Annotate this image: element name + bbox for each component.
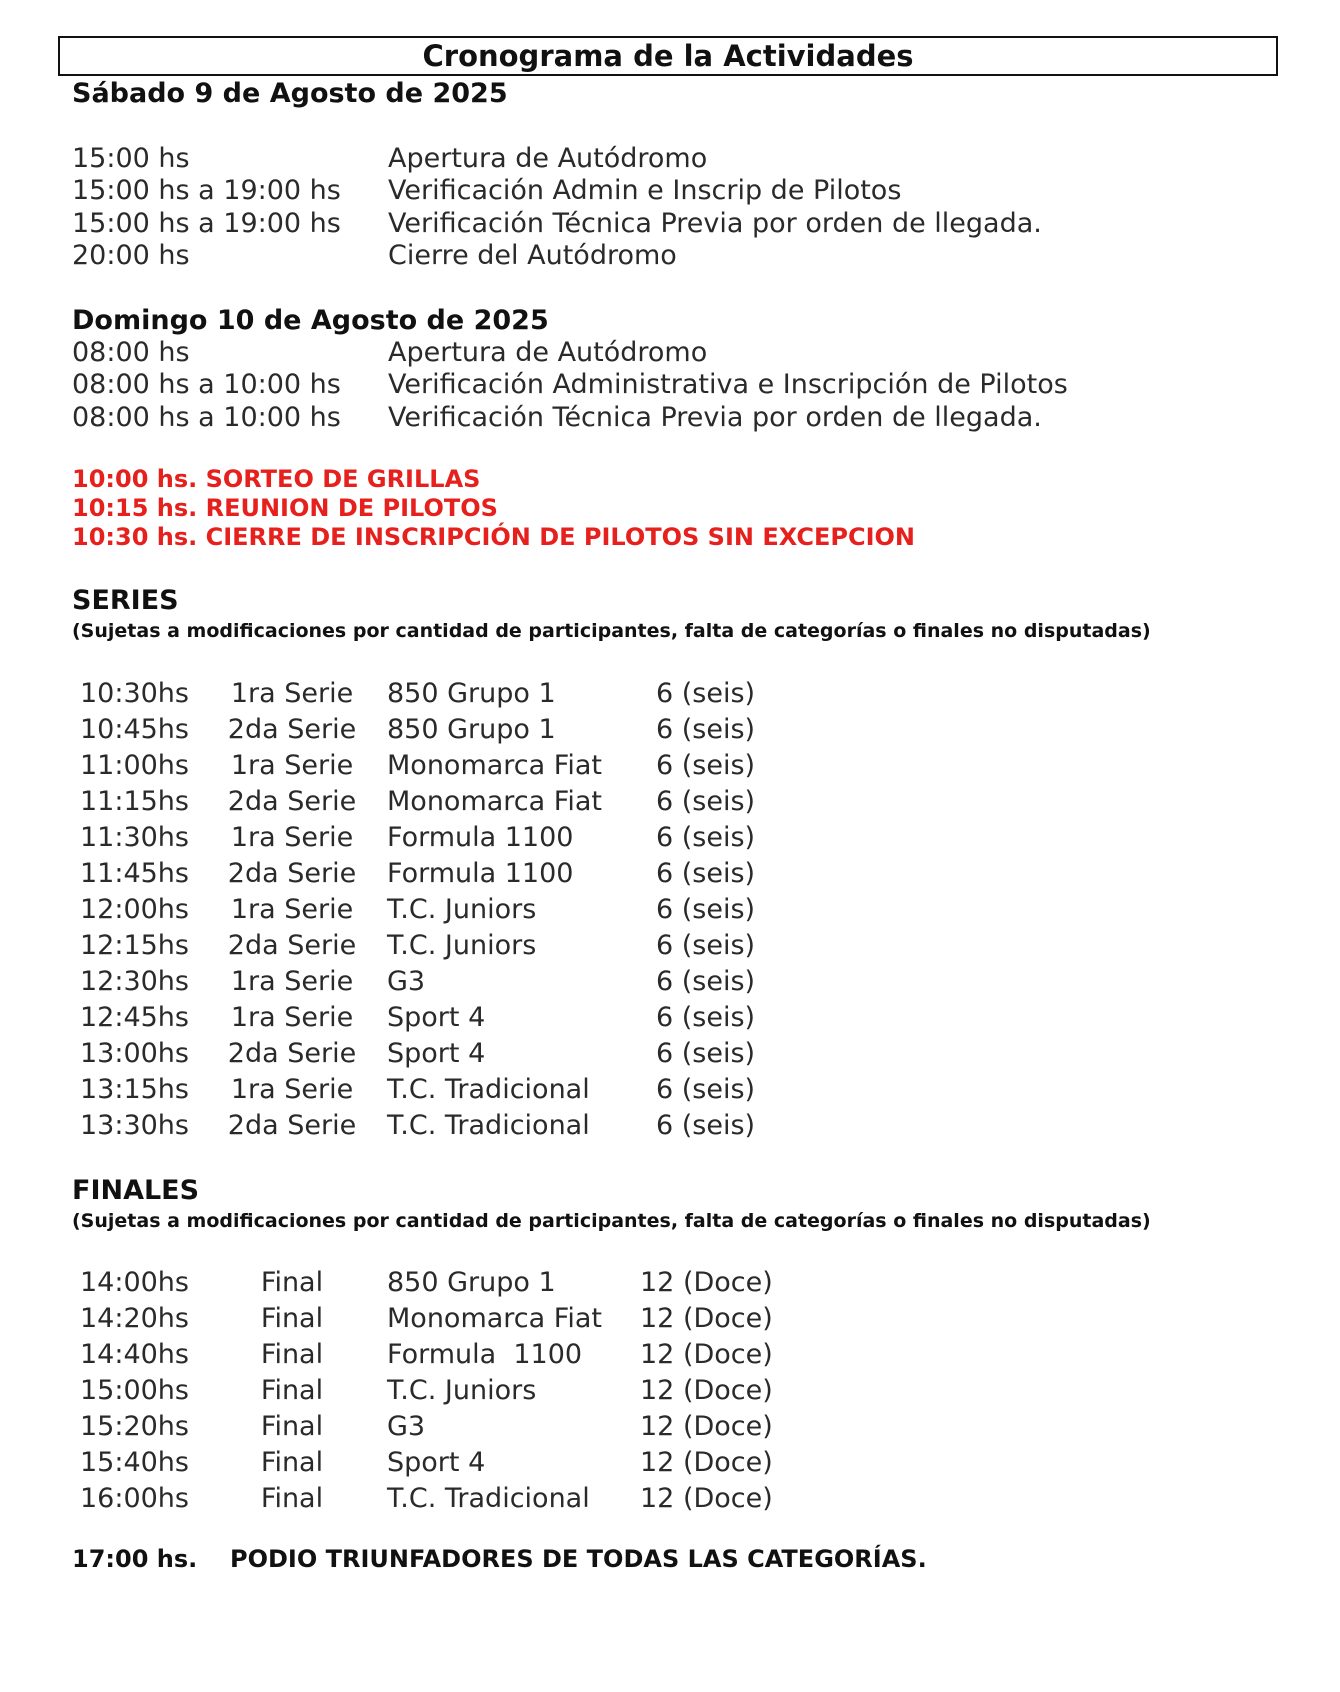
race-category: Monomarca Fiat [387, 750, 602, 781]
race-time: 11:30hs [80, 822, 189, 853]
finals-row [0, 1303, 900, 1337]
race-time: 13:00hs [80, 1038, 189, 1069]
series-row [0, 786, 900, 820]
race-category: Sport 4 [387, 1002, 486, 1033]
race-category: Sport 4 [387, 1447, 486, 1478]
race-time: 16:00hs [80, 1483, 189, 1514]
series-row [0, 822, 900, 856]
race-category: Formula 1100 [387, 822, 574, 853]
race-laps: 6 (seis) [656, 1038, 756, 1069]
race-laps: 6 (seis) [656, 1110, 756, 1141]
race-type: 2da Serie [227, 714, 357, 745]
notice-registration-close: 10:30 hs. CIERRE DE INSCRIPCIÓN DE PILOTOS SIN EXCEPCION [72, 523, 915, 551]
finals-row [0, 1267, 900, 1301]
race-laps: 6 (seis) [656, 1002, 756, 1033]
race-type: 1ra Serie [230, 894, 354, 925]
series-row [0, 894, 900, 928]
race-laps: 6 (seis) [656, 1074, 756, 1105]
finals-heading: FINALES [72, 1175, 200, 1206]
podium-time: 17:00 hs. [72, 1545, 198, 1573]
race-category: Sport 4 [387, 1038, 486, 1069]
race-category: 850 Grupo 1 [387, 714, 556, 745]
race-type: 2da Serie [227, 858, 357, 889]
schedule-time: 20:00 hs [72, 240, 190, 271]
race-laps: 6 (seis) [656, 858, 756, 889]
race-type: 2da Serie [227, 930, 357, 961]
series-row [0, 1110, 900, 1144]
schedule-time: 08:00 hs a 10:00 hs [72, 369, 341, 400]
race-type: 1ra Serie [230, 966, 354, 997]
race-laps: 6 (seis) [656, 930, 756, 961]
race-type: Final [260, 1447, 324, 1478]
page-title: Cronograma de la Actividades [422, 39, 914, 73]
schedule-desc: Cierre del Autódromo [388, 240, 677, 271]
race-time: 14:20hs [80, 1303, 189, 1334]
race-laps: 6 (seis) [656, 750, 756, 781]
schedule-time: 15:00 hs a 19:00 hs [72, 208, 341, 239]
race-laps: 12 (Doce) [640, 1339, 773, 1370]
race-category: Monomarca Fiat [387, 786, 602, 817]
race-type: Final [260, 1375, 324, 1406]
notice-draw: 10:00 hs. SORTEO DE GRILLAS [72, 465, 481, 493]
race-time: 15:20hs [80, 1411, 189, 1442]
race-type: 1ra Serie [230, 822, 354, 853]
finals-row [0, 1411, 900, 1445]
race-time: 14:40hs [80, 1339, 189, 1370]
race-category: T.C. Tradicional [387, 1074, 590, 1105]
schedule-desc: Verificación Técnica Previa por orden de llegada. [388, 208, 1042, 239]
series-row [0, 678, 900, 712]
race-laps: 6 (seis) [656, 966, 756, 997]
race-type: 1ra Serie [230, 678, 354, 709]
race-type: Final [260, 1339, 324, 1370]
race-laps: 12 (Doce) [640, 1303, 773, 1334]
race-category: Formula 1100 [387, 1339, 583, 1370]
race-time: 12:30hs [80, 966, 189, 997]
schedule-time: 15:00 hs a 19:00 hs [72, 175, 341, 206]
series-row [0, 966, 900, 1000]
saturday-heading: Sábado 9 de Agosto de 2025 [72, 78, 508, 109]
race-category: Formula 1100 [387, 858, 574, 889]
series-row [0, 1074, 900, 1108]
race-category: 850 Grupo 1 [387, 1267, 556, 1298]
race-laps: 6 (seis) [656, 822, 756, 853]
race-type: 2da Serie [227, 1110, 357, 1141]
title-box [58, 36, 1278, 76]
series-row [0, 858, 900, 892]
race-laps: 6 (seis) [656, 894, 756, 925]
race-type: 1ra Serie [230, 750, 354, 781]
race-category: Monomarca Fiat [387, 1303, 602, 1334]
race-time: 12:00hs [80, 894, 189, 925]
schedule-time: 15:00 hs [72, 143, 190, 174]
race-time: 10:30hs [80, 678, 189, 709]
race-time: 11:00hs [80, 750, 189, 781]
finals-row [0, 1339, 900, 1373]
schedule-desc: Apertura de Autódromo [388, 337, 708, 368]
series-heading: SERIES [72, 585, 179, 616]
schedule-desc: Apertura de Autódromo [388, 143, 708, 174]
podium-text: PODIO TRIUNFADORES DE TODAS LAS CATEGORÍAS. [230, 1545, 927, 1573]
race-laps: 12 (Doce) [640, 1447, 773, 1478]
finals-row [0, 1375, 900, 1409]
finals-row [0, 1447, 900, 1481]
race-laps: 12 (Doce) [640, 1375, 773, 1406]
race-type: 1ra Serie [230, 1074, 354, 1105]
race-time: 14:00hs [80, 1267, 189, 1298]
race-category: G3 [387, 966, 426, 997]
schedule-time: 08:00 hs [72, 337, 190, 368]
schedule-desc: Verificación Técnica Previa por orden de llegada. [388, 402, 1042, 433]
race-category: T.C. Juniors [387, 930, 537, 961]
race-category: 850 Grupo 1 [387, 678, 556, 709]
schedule-desc: Verificación Admin e Inscrip de Pilotos [388, 175, 902, 206]
race-laps: 6 (seis) [656, 678, 756, 709]
race-laps: 12 (Doce) [640, 1267, 773, 1298]
race-laps: 6 (seis) [656, 714, 756, 745]
race-type: Final [260, 1411, 324, 1442]
race-category: T.C. Tradicional [387, 1483, 590, 1514]
race-time: 13:15hs [80, 1074, 189, 1105]
race-time: 15:40hs [80, 1447, 189, 1478]
race-type: Final [260, 1303, 324, 1334]
series-row [0, 750, 900, 784]
schedule-time: 08:00 hs a 10:00 hs [72, 402, 341, 433]
race-type: Final [260, 1267, 324, 1298]
race-time: 15:00hs [80, 1375, 189, 1406]
race-laps: 12 (Doce) [640, 1483, 773, 1514]
race-category: G3 [387, 1411, 426, 1442]
schedule-desc: Verificación Administrativa e Inscripción de Pilotos [388, 369, 1068, 400]
race-time: 11:15hs [80, 786, 189, 817]
race-laps: 12 (Doce) [640, 1411, 773, 1442]
race-type: 1ra Serie [230, 1002, 354, 1033]
race-time: 12:45hs [80, 1002, 189, 1033]
race-time: 11:45hs [80, 858, 189, 889]
sunday-heading: Domingo 10 de Agosto de 2025 [72, 305, 549, 336]
series-row [0, 714, 900, 748]
race-type: 2da Serie [227, 1038, 357, 1069]
series-row [0, 1002, 900, 1036]
race-category: T.C. Tradicional [387, 1110, 590, 1141]
race-laps: 6 (seis) [656, 786, 756, 817]
notice-meeting: 10:15 hs. REUNION DE PILOTOS [72, 494, 498, 522]
series-row [0, 1038, 900, 1072]
race-category: T.C. Juniors [387, 894, 537, 925]
finals-row [0, 1483, 900, 1517]
race-time: 12:15hs [80, 930, 189, 961]
series-row [0, 930, 900, 964]
race-time: 10:45hs [80, 714, 189, 745]
race-type: 2da Serie [227, 786, 357, 817]
series-note: (Sujetas a modificaciones por cantidad de participantes, falta de categorías o finales no disputadas) [72, 620, 1151, 642]
race-type: Final [260, 1483, 324, 1514]
race-category: T.C. Juniors [387, 1375, 537, 1406]
finals-note: (Sujetas a modificaciones por cantidad de participantes, falta de categorías o finales no disputadas) [72, 1210, 1151, 1232]
race-time: 13:30hs [80, 1110, 189, 1141]
